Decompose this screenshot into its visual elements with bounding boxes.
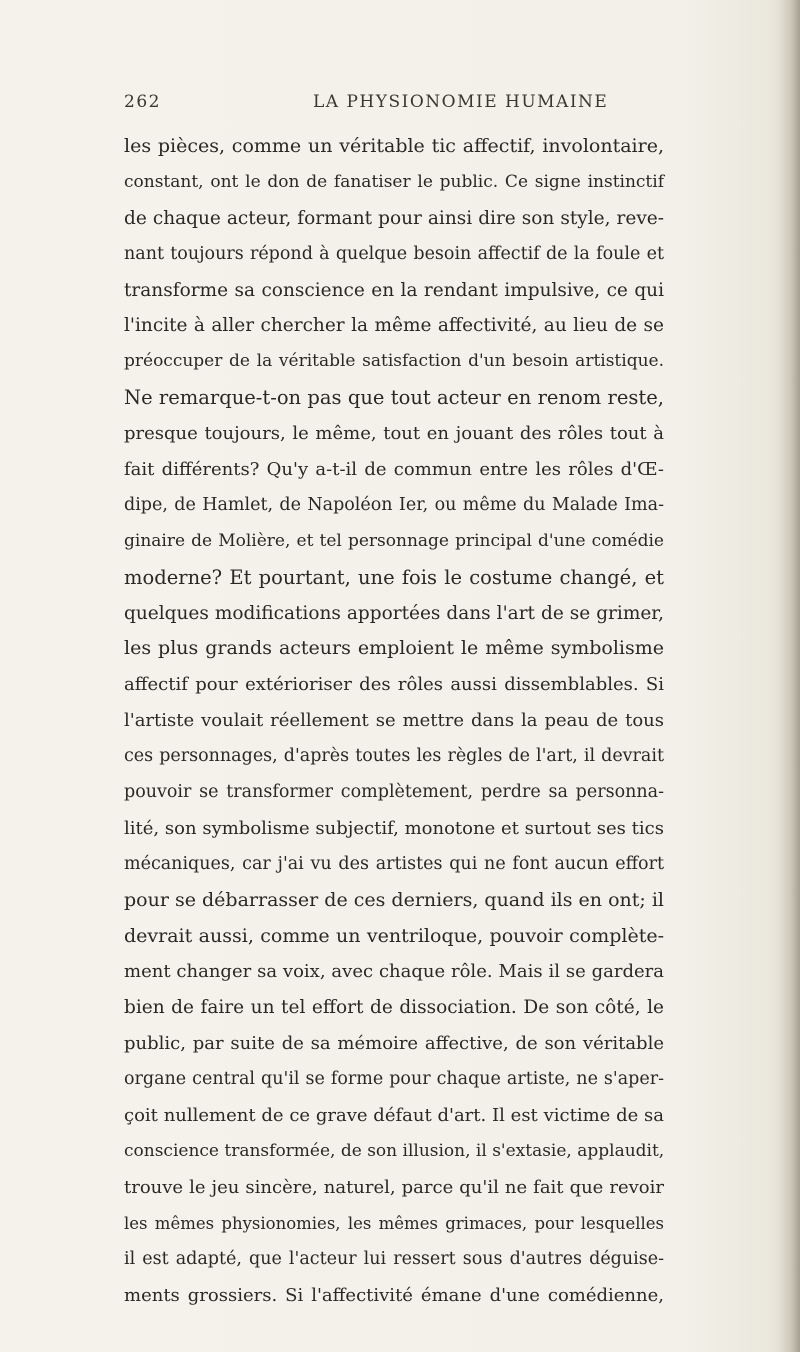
body-paragraph bbox=[124, 129, 664, 1313]
text-line: ginaire de Molière, et tel personnage principal d'une comédie bbox=[124, 530, 664, 551]
text-line: ments grossiers. Si l'affectivité émane d'une comédienne, bbox=[124, 1284, 664, 1306]
running-header bbox=[124, 92, 664, 120]
text-line: transforme sa conscience en la rendant impulsive, ce qui bbox=[124, 279, 664, 301]
text-line: préoccuper de la véritable satisfaction d'un besoin artistique. bbox=[124, 351, 664, 372]
text-line: affectif pour extérioriser des rôles aussi dissemblables. Si bbox=[124, 674, 664, 696]
text-line: mécaniques, car j'ai vu des artistes qui ne font aucun effort bbox=[124, 853, 664, 874]
text-line: moderne? Et pourtant, une fois le costume changé, et bbox=[124, 565, 664, 589]
text-line: pouvoir se transformer complètement, perdre sa personna- bbox=[124, 782, 664, 803]
text-line: organe central qu'il se forme pour chaque artiste, ne s'aper- bbox=[124, 1069, 664, 1090]
text-line: quelques modifications apportées dans l'art de se grimer, bbox=[124, 602, 664, 624]
text-line: fait différents? Qu'y a-t-il de commun entre les rôles d'Œ- bbox=[124, 459, 664, 481]
text-line: trouve le jeu sincère, naturel, parce qu'il ne fait que revoir bbox=[124, 1176, 664, 1198]
text-line: dipe, de Hamlet, de Napoléon Ier, ou même du Malade Ima- bbox=[124, 494, 664, 515]
text-line: les plus grands acteurs emploient le même symbolisme bbox=[124, 637, 664, 660]
text-line: pour se débarrasser de ces derniers, quand ils en ont; il bbox=[124, 888, 664, 911]
text-line: presque toujours, le même, tout en jouant des rôles tout à bbox=[124, 423, 664, 445]
text-line: il est adapté, que l'acteur lui ressert sous d'autres déguise- bbox=[124, 1248, 664, 1269]
text-line: conscience transformée, de son illusion, il s'extasie, applaudit, bbox=[124, 1140, 665, 1161]
text-line: l'incite à aller chercher la même affectivité, au lieu de se bbox=[124, 315, 664, 337]
page-edge-shadow bbox=[778, 0, 800, 1352]
text-line: Ne remarque-t-on pas que tout acteur en renom reste, bbox=[124, 386, 664, 410]
text-line: çoit nullement de ce grave défaut d'art. Il est victime de sa bbox=[124, 1105, 664, 1127]
text-line: ment changer sa voix, avec chaque rôle. Mais il se gardera bbox=[124, 961, 664, 983]
text-line: lité, son symbolisme subjectif, monotone et surtout ses tics bbox=[124, 817, 664, 839]
text-line: ces personnages, d'après toutes les règles de l'art, il devrait bbox=[124, 746, 664, 767]
text-line: de chaque acteur, formant pour ainsi dire son style, reve- bbox=[124, 207, 664, 229]
text-line: l'artiste voulait réellement se mettre dans la peau de tous bbox=[124, 710, 664, 732]
page-number: 262 bbox=[124, 92, 161, 112]
text-line: les mêmes physionomies, les mêmes grimaces, pour lesquelles bbox=[124, 1213, 664, 1233]
text-line: nant toujours répond à quelque besoin affectif de la foule et bbox=[124, 243, 664, 264]
text-line: devrait aussi, comme un ventriloque, pouvoir complète- bbox=[124, 924, 664, 947]
text-line: les pièces, comme un véritable tic affectif, involontaire, bbox=[124, 135, 664, 157]
text-line: bien de faire un tel effort de dissociation. De son côté, le bbox=[124, 997, 664, 1019]
text-line: public, par suite de sa mémoire affective, de son véritable bbox=[124, 1033, 664, 1055]
running-title: LA PHYSIONOMIE HUMAINE bbox=[313, 92, 609, 112]
text-line: constant, ont le don de fanatiser le public. Ce signe instinctif bbox=[124, 171, 664, 192]
